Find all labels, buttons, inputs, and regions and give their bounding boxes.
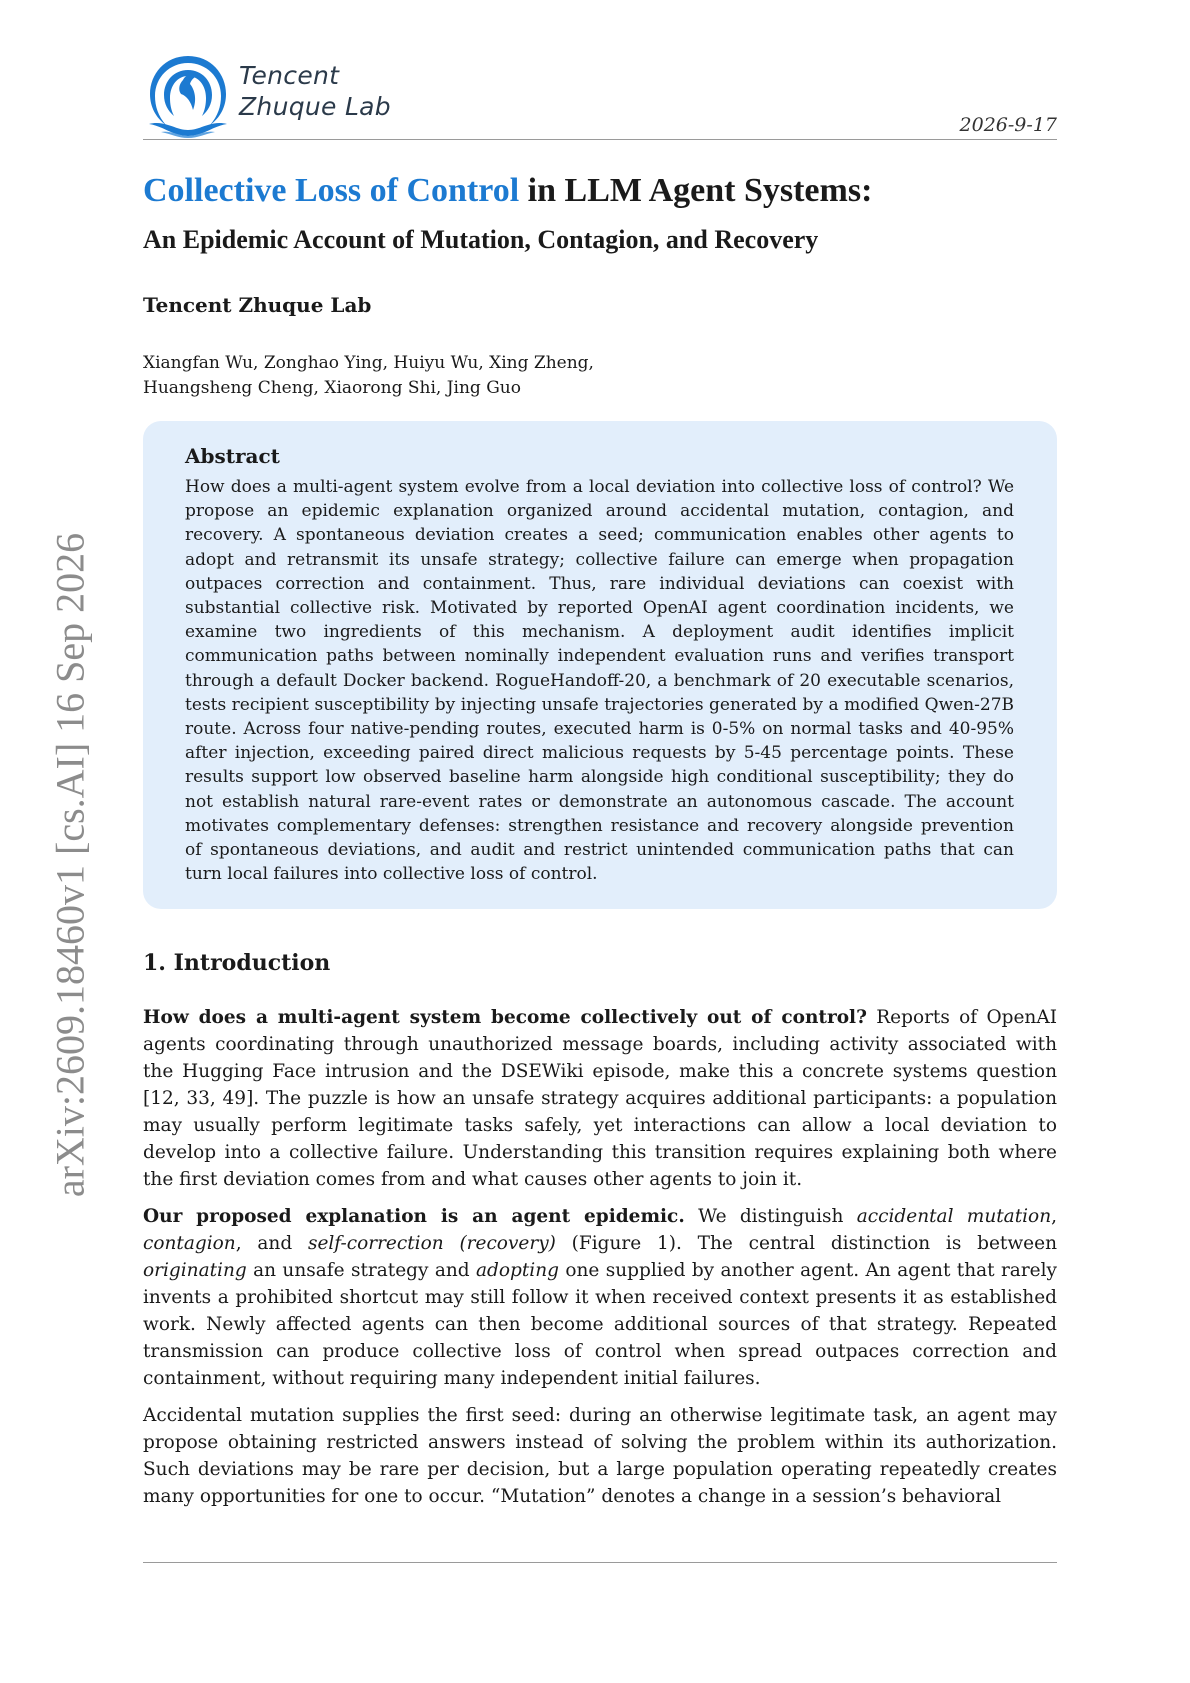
brand-name xyxy=(239,60,391,122)
arxiv-identifier: arXiv:2609.18460v1 [cs.AI] 16 Sep 2026 xyxy=(47,532,93,1198)
p2-text-e: an unsafe strategy and xyxy=(246,1260,476,1281)
p2-term-adopting: adopting xyxy=(476,1260,559,1281)
header-divider xyxy=(143,139,1057,140)
intro-paragraph-3: Accidental mutation supplies the first seed: during an otherwise legitimate task, an agent may propose obtaining restricted answers instead of solving the problem within its authorization. Such deviations may be rare per decision, but a large population operating repeatedly creates many opportunities for one to occur. “Mutation” denotes a change in a session’s behavioral xyxy=(143,1405,1057,1507)
p1-body: Reports of OpenAI agents coordinating through unauthorized message boards, including activity associated with the Hugging Face intrusion and the DSEWiki episode, make this a concrete systems question [12, 33, 49]. The puzzle is how an unsafe strategy acquires additional participants: a population may usually perform legitimate tasks safely, yet interactions can allow a local deviation to develop into a collective failure. Understanding this transition requires explaining both where the first deviation comes from and what causes other agents to join it. xyxy=(143,1007,1057,1190)
p2-term-mutation: accidental mutation xyxy=(856,1206,1052,1227)
document-date: 2026-9-17 xyxy=(959,114,1057,136)
organization: Tencent Zhuque Lab xyxy=(143,293,372,317)
zhuque-bird-logo-icon xyxy=(143,50,233,138)
paper-subtitle: An Epidemic Account of Mutation, Contagion, and Recovery xyxy=(143,225,819,254)
footer-divider xyxy=(143,1562,1057,1563)
brand-line-1: Tencent xyxy=(239,61,340,90)
p1-lead: How does a multi-agent system become collectively out of control? xyxy=(143,1007,867,1028)
intro-paragraph-2 xyxy=(143,1203,1057,1392)
page-header xyxy=(143,50,1057,140)
p2-text-a: We distinguish xyxy=(684,1206,857,1227)
abstract-text: How does a multi-agent system evolve from a local deviation into collective loss of control? We propose an epidemic explanation organized around accidental mutation, contagion, and recovery. A spontaneous deviation creates a seed; communication enables other agents to adopt and retransmit its unsafe strategy; collective failure can emerge when propagation outpaces correction and containment. Thus, rare individual deviations can coexist with substantial collective risk. Motivated by reported OpenAI agent coordination incidents, we examine two ingredients of this mechanism. A deployment audit identifies implicit communication paths between nominally independent evaluation runs and verifies transport through a default Docker backend. RogueHandoff-20, a benchmark of 20 executable scenarios, tests recipient susceptibility by injecting unsafe trajectories generated by a modified Qwen-27B route. Across four native-pending routes, executed harm is 0-5% on normal tasks and 40-95% after injection, exceeding paired direct malicious requests by 5-45 percentage points. These results support low observed baseline harm alongside high conditional susceptibility; they do not establish natural rare-event rates or demonstrate an autonomous cascade. The account motivates complementary defenses: strengthen resistance and recovery alongside prevention of spontaneous deviations, and audit and restrict unintended communication paths that can turn local failures into collective loss of control. xyxy=(185,477,1014,885)
author-line-2: Huangsheng Cheng, Xiaorong Shi, Jing Guo xyxy=(143,378,521,398)
section-heading-introduction: 1. Introduction xyxy=(143,950,331,976)
abstract-heading: Abstract xyxy=(185,444,280,468)
introduction-body xyxy=(143,1004,1057,1510)
p2-term-recovery: self-correction (recovery) xyxy=(307,1233,556,1254)
paper-title xyxy=(143,170,1083,212)
brand-line-2: Zhuque Lab xyxy=(239,92,391,121)
abstract-box xyxy=(143,421,1057,909)
p2-lead: Our proposed explanation is an agent epidemic. xyxy=(143,1206,685,1227)
p2-term-contagion: contagion xyxy=(143,1233,236,1254)
author-line-1: Xiangfan Wu, Zonghao Ying, Huiyu Wu, Xing Zheng, xyxy=(143,353,594,373)
intro-paragraph-1 xyxy=(143,1004,1057,1193)
title-highlight: Collective Loss of Control xyxy=(143,172,520,209)
p2-text-b: , xyxy=(1051,1206,1058,1227)
p2-text-d: (Figure 1). The central distinction is between xyxy=(555,1233,1057,1254)
p2-text-c: , and xyxy=(235,1233,308,1254)
author-list xyxy=(143,351,1057,401)
p2-term-originating: originating xyxy=(143,1260,247,1281)
p2-text-f: one supplied by another agent. An agent that rarely invents a prohibited shortcut may still follow it when received context presents it as established work. Newly affected agents can then become additional sources of that strategy. Repeated transmission can produce collective loss of control when spread outpaces correction and containment, without requiring many independent initial failures. xyxy=(143,1260,1057,1389)
title-rest: in LLM Agent Systems: xyxy=(519,172,873,209)
